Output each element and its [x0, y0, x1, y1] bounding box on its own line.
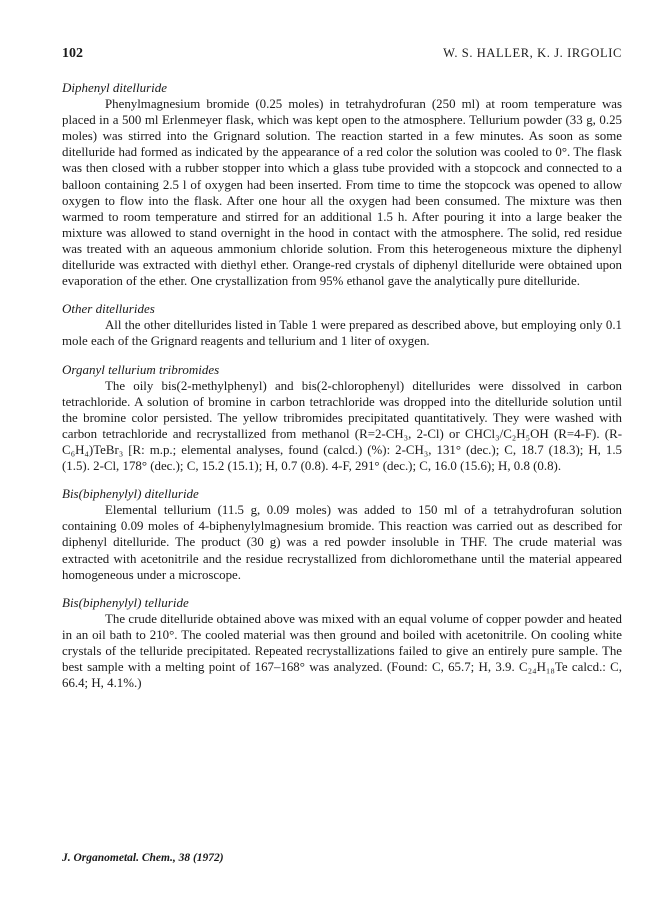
- section-paragraph: Phenylmagnesium bromide (0.25 moles) in tetrahydrofuran (250 ml) at room temperature was placed in a 500 ml Erlenmeyer flask, which was kept open to the atmosphere. Tellurium powder (33 g, 0.25 moles) was stirred into the Grignard solution. The reaction started in a few minutes. As soon as some ditelluride had formed as indicated by the appearance of a red color the solution was cooled to 0°. The flask was then closed with a rubber stopper into which a glass tube provided with a stopcock and connected to a balloon containing 2.5 l of oxygen had been inserted. From time to time the stopcock was opened to allow oxygen to flow into the flask. After one hour all the oxygen had been consumed. The mixture was then warmed to room temperature and stirred for an additional 1.5 h. After pouring it into a large beaker the mixture was allowed to stand overnight in the hood in contact with the atmosphere. The solid, red residue was treated with an aqueous ammonium chloride solution. From this heterogeneous mixture the diphenyl ditelluride was extracted with diethyl ether. Orange-red crystals of diphenyl ditelluride were obtained upon evaporation of the ether. One crystallization from 95% ethanol gave the analytically pure ditelluride.: [62, 97, 622, 289]
- section-paragraph: Elemental tellurium (11.5 g, 0.09 moles) was added to 150 ml of a tetrahydrofuran solution containing 0.09 moles of 4-biphenylylmagnesium bromide. This reaction was carried out as described for diphenyl ditelluride. The product (30 g) was a red powder insoluble in THF. The crude material was extracted with acetonitrile and the residue recrystallized from dichloromethane until the material appeared homogeneous under a microscope.: [62, 503, 622, 582]
- running-head-authors: W. S. HALLER, K. J. IRGOLIC: [443, 46, 622, 60]
- section-paragraph: The crude ditelluride obtained above was mixed with an equal volume of copper powder and heated in an oil bath to 210°. The cooled material was then ground and boiled with acetonitrile. On cooling white crystals of the telluride precipitated. Repeated recrystallizations failed to give an entirely pure sample. The best sample with a melting point of 167–168° was analyzed. (Found: C, 65.7; H, 3.9. C₂₄H₁₈Te calcd.: C, 66.4; H, 4.1%.): [62, 611, 622, 691]
- section-bis-biphenylyl-ditelluride: [62, 486, 622, 583]
- section-other-ditellurides: [62, 301, 622, 349]
- section-title: Other ditellurides: [62, 301, 155, 317]
- section-diphenyl-ditelluride: [62, 80, 622, 289]
- page-header: [62, 46, 622, 66]
- section-title: Bis(biphenylyl) telluride: [62, 594, 189, 610]
- journal-citation: J. Organometal. Chem., 38 (1972): [62, 852, 224, 864]
- section-title: Bis(biphenylyl) ditelluride: [62, 486, 199, 502]
- section-paragraph: All the other ditellurides listed in Table 1 were prepared as described above, but employing only 0.1 mole each of the Grignard reagents and tellurium and 1 liter of oxygen.: [62, 318, 622, 349]
- section-paragraph: The oily bis(2-methylphenyl) and bis(2-chlorophenyl) ditellurides were dissolved in carbon tetrachloride. A solution of bromine in carbon tetrachloride was dropped into the ditelluride solution until the bromine color persisted. The yellow tribromides precipitated quantitatively. They were washed with carbon tetrachloride and recrystallized from methanol (R=2-CH₃, 2-Cl) or CHCl₃/C₂H₅OH (R=4-F). (R-C₆H₄)TeBr₃ [R: m.p.; elemental analyses, found (calcd.) (%): 2-CH₃, 131° (dec.); C, 18.7 (18.3); H, 1.5 (1.5). 2-Cl, 178° (dec.); C, 15.2 (15.1); H, 0.7 (0.8). 4-F, 291° (dec.); C, 16.0 (15.6); H, 0.8 (0.8).: [62, 378, 622, 474]
- page-number: 102: [62, 46, 83, 61]
- section-bis-biphenylyl-telluride: [62, 595, 622, 692]
- section-title: Organyl tellurium tribromides: [62, 361, 220, 377]
- section-title: Diphenyl ditelluride: [62, 80, 168, 95]
- article-body: [62, 80, 622, 703]
- section-organyl-tellurium-tribromides: [62, 362, 622, 475]
